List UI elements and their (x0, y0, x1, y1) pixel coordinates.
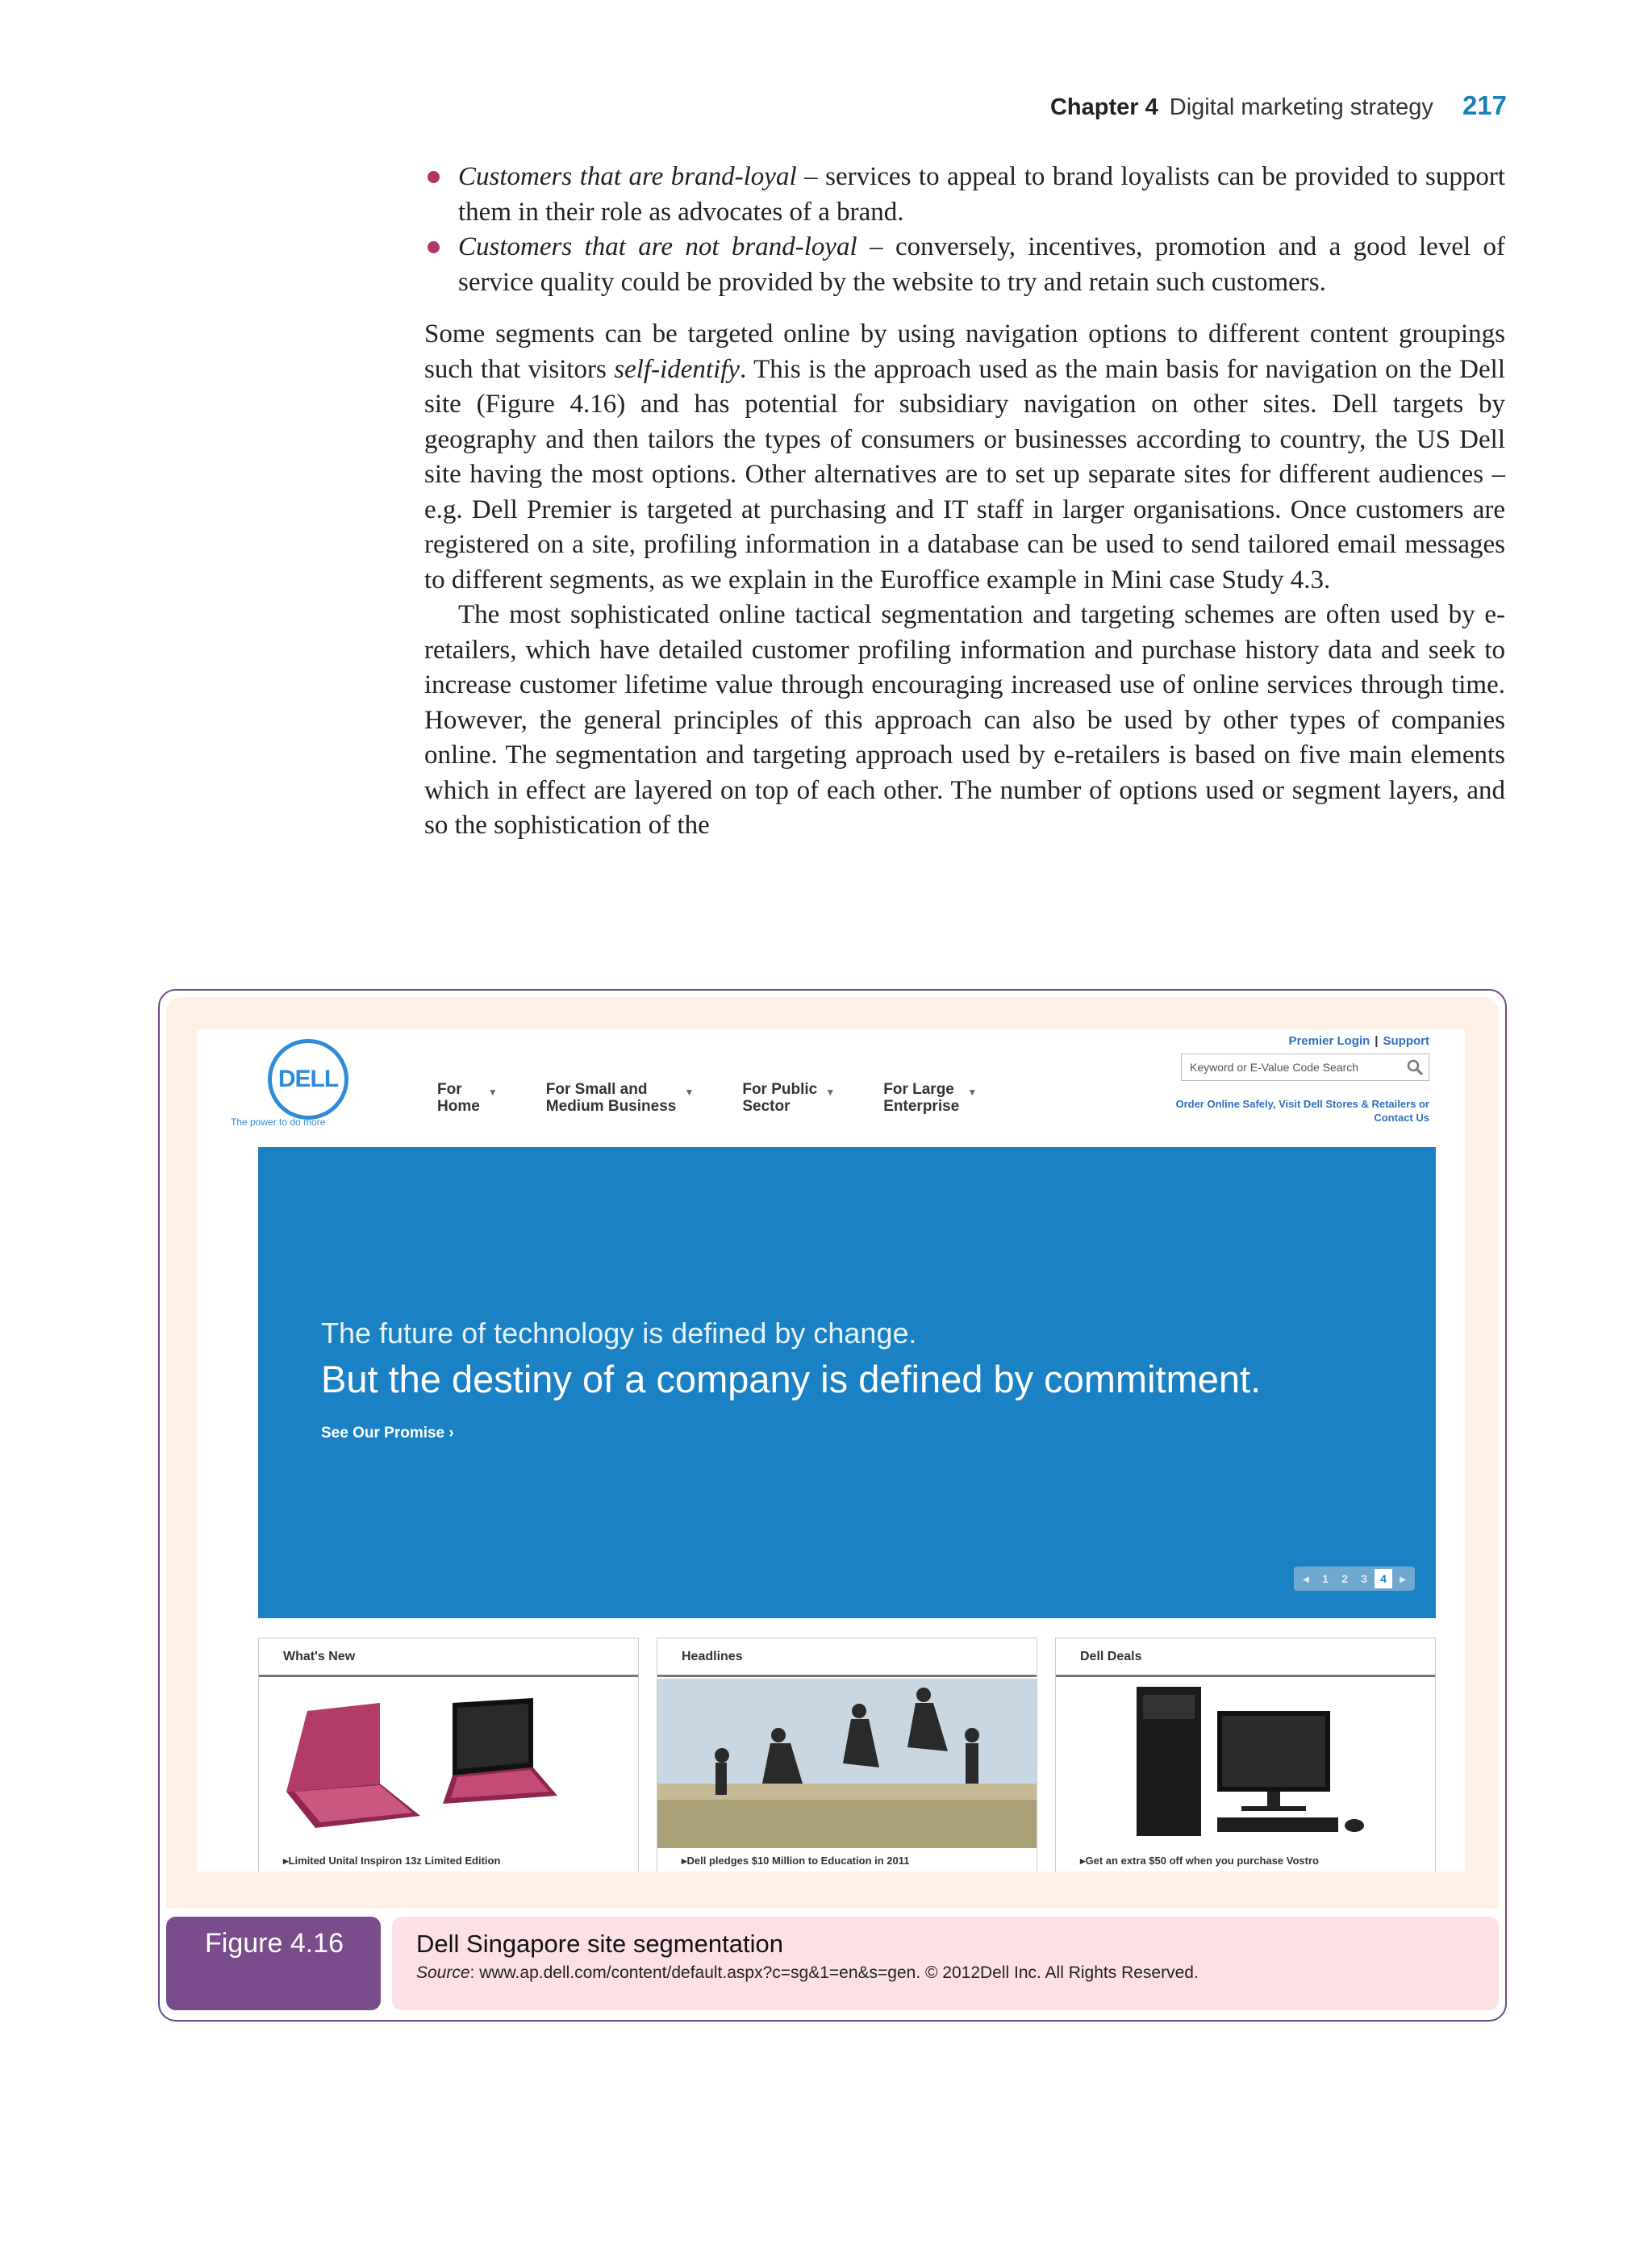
figure-caption (166, 1917, 1499, 2010)
support-link[interactable]: Support (1383, 1034, 1429, 1048)
order-note[interactable]: Order Online Safely, Visit Dell Stores & Retailers or Contact Us (1175, 1098, 1429, 1124)
hero-line-1: The future of technology is defined by change. (321, 1317, 917, 1350)
paragraph (424, 317, 1505, 598)
pager-page[interactable]: 2 (1341, 1572, 1348, 1585)
chevron-down-icon: ▼ (967, 1087, 978, 1098)
hero-banner (258, 1147, 1436, 1618)
search-input[interactable] (1181, 1054, 1429, 1081)
nav-for-home[interactable] (437, 1081, 498, 1115)
content-panels (258, 1638, 1436, 1872)
chevron-down-icon: ▼ (684, 1087, 695, 1098)
figure (158, 989, 1507, 2022)
panel-caption[interactable]: ▸Get an extra $50 off when you purchase Vostro (1080, 1855, 1319, 1867)
running-header (1050, 90, 1507, 121)
search-icon[interactable] (1406, 1058, 1424, 1076)
nav-label: For Home (437, 1081, 480, 1115)
dell-website-screenshot (197, 1029, 1465, 1872)
bullet-text: – services to appeal to brand loyalists can be provided to support them in their role as advocates of a brand. (458, 162, 1505, 227)
panel-title: Headlines (657, 1638, 1037, 1677)
emphasis-text: self-identify (614, 354, 740, 384)
nav-large-enterprise[interactable] (883, 1081, 977, 1115)
desktop-computer-image[interactable] (1056, 1679, 1435, 1848)
panel-caption[interactable]: ▸Limited Unital Inspiron 13z Limited Edition (283, 1855, 501, 1867)
caption-body (392, 1917, 1499, 2010)
segment-nav (437, 1081, 977, 1115)
pager-page[interactable]: 1 (1322, 1572, 1329, 1585)
carousel-pager (1294, 1567, 1415, 1591)
search-placeholder: Keyword or E-Value Code Search (1190, 1061, 1359, 1074)
source-prefix: Source (416, 1963, 470, 1982)
figure-source (416, 1963, 1499, 1983)
figure-label: Figure 4.16 (166, 1917, 381, 2010)
pager-page-active[interactable]: 4 (1375, 1569, 1392, 1588)
section-title: Digital marketing strategy (1169, 94, 1433, 120)
bullet-term: Customers that are not brand-loyal (458, 232, 857, 261)
nav-public-sector[interactable] (742, 1081, 835, 1115)
utility-links: Premier Login | Support (1288, 1034, 1429, 1048)
source-text: : www.ap.dell.com/content/default.aspx?c=sg&1=en&s=gen. © 2012Dell Inc. All Rights Reserved. (469, 1963, 1199, 1982)
nav-label: For Public Sector (742, 1081, 818, 1115)
see-our-promise-link[interactable]: See Our Promise › (321, 1425, 454, 1442)
panel-headlines (657, 1638, 1037, 1872)
page-number: 217 (1462, 90, 1507, 120)
pager-next[interactable]: ▸ (1400, 1571, 1406, 1585)
paragraph-text: Some segments can be targeted online by using navigation options to different content groupings such that visitors (424, 319, 1505, 384)
premier-login-link[interactable]: Premier Login (1288, 1034, 1370, 1048)
nav-label: For Small and Medium Business (545, 1081, 677, 1115)
panel-dell-deals (1055, 1638, 1436, 1872)
children-jumping-image[interactable] (657, 1679, 1037, 1848)
bullet-item (424, 230, 1505, 300)
pager-page[interactable]: 3 (1361, 1572, 1367, 1585)
body-text (424, 160, 1505, 844)
figure-title: Dell Singapore site segmentation (416, 1930, 783, 1958)
panel-title: Dell Deals (1056, 1638, 1435, 1677)
pager-prev[interactable]: ◂ (1303, 1571, 1309, 1585)
panel-title: What's New (259, 1638, 638, 1677)
chevron-down-icon: ▼ (487, 1087, 498, 1098)
paragraph-text: . This is the approach used as the main basis for navigation on the Dell site (Figure 4.16) and has potential for subsidiary navigation on other sites. Dell targets by geography and then tailors the types of consumers or businesses according to country, the US Dell site having the most options. Other alternatives are to set up separate sites for different audiences – e.g. Dell Premier is targeted at purchasing and IT staff in larger organisations. Once customers are registered on a site, profiling information in a database can be used to send tailored email messages to different segments, as we explain in the Euroffice example in Mini case Study 4.3. (424, 354, 1506, 595)
chapter-label: Chapter 4 (1049, 94, 1158, 120)
hero-line-2: But the destiny of a company is defined by commitment. (321, 1358, 1262, 1400)
panel-caption[interactable]: ▸Dell pledges $10 Million to Education in 2011 (682, 1855, 910, 1867)
bullet-text: – conversely, incentives, promotion and a good level of service quality could be provided by the website to try and retain such customers. (458, 232, 1505, 297)
panel-whats-new (258, 1638, 639, 1872)
bullet-term: Customers that are brand-loyal (458, 162, 797, 191)
logo-text: DELL (277, 1066, 339, 1092)
nav-label: For Large Enterprise (883, 1081, 960, 1115)
laptops-image[interactable] (259, 1679, 638, 1848)
paragraph: The most sophisticated online tactical segmentation and targeting schemes are often used by e-retailers, which have detailed customer profiling information and purchase history data and seek to increase customer lifetime value through encouraging increased use of online services through time. However, the general principles of this approach can also be used by other types of companies online. The segmentation and targeting approach used by e-retailers is based on five main elements which in effect are layered on top of each other. The number of options used or segment layers, and so the sophistication of the (424, 600, 1505, 840)
bullet-list (424, 160, 1505, 300)
chevron-down-icon: ▼ (825, 1087, 836, 1098)
dell-logo[interactable] (268, 1039, 348, 1120)
tagline: The power to do more (231, 1116, 326, 1128)
bullet-item (424, 160, 1505, 230)
nav-small-medium-business[interactable] (546, 1081, 695, 1115)
